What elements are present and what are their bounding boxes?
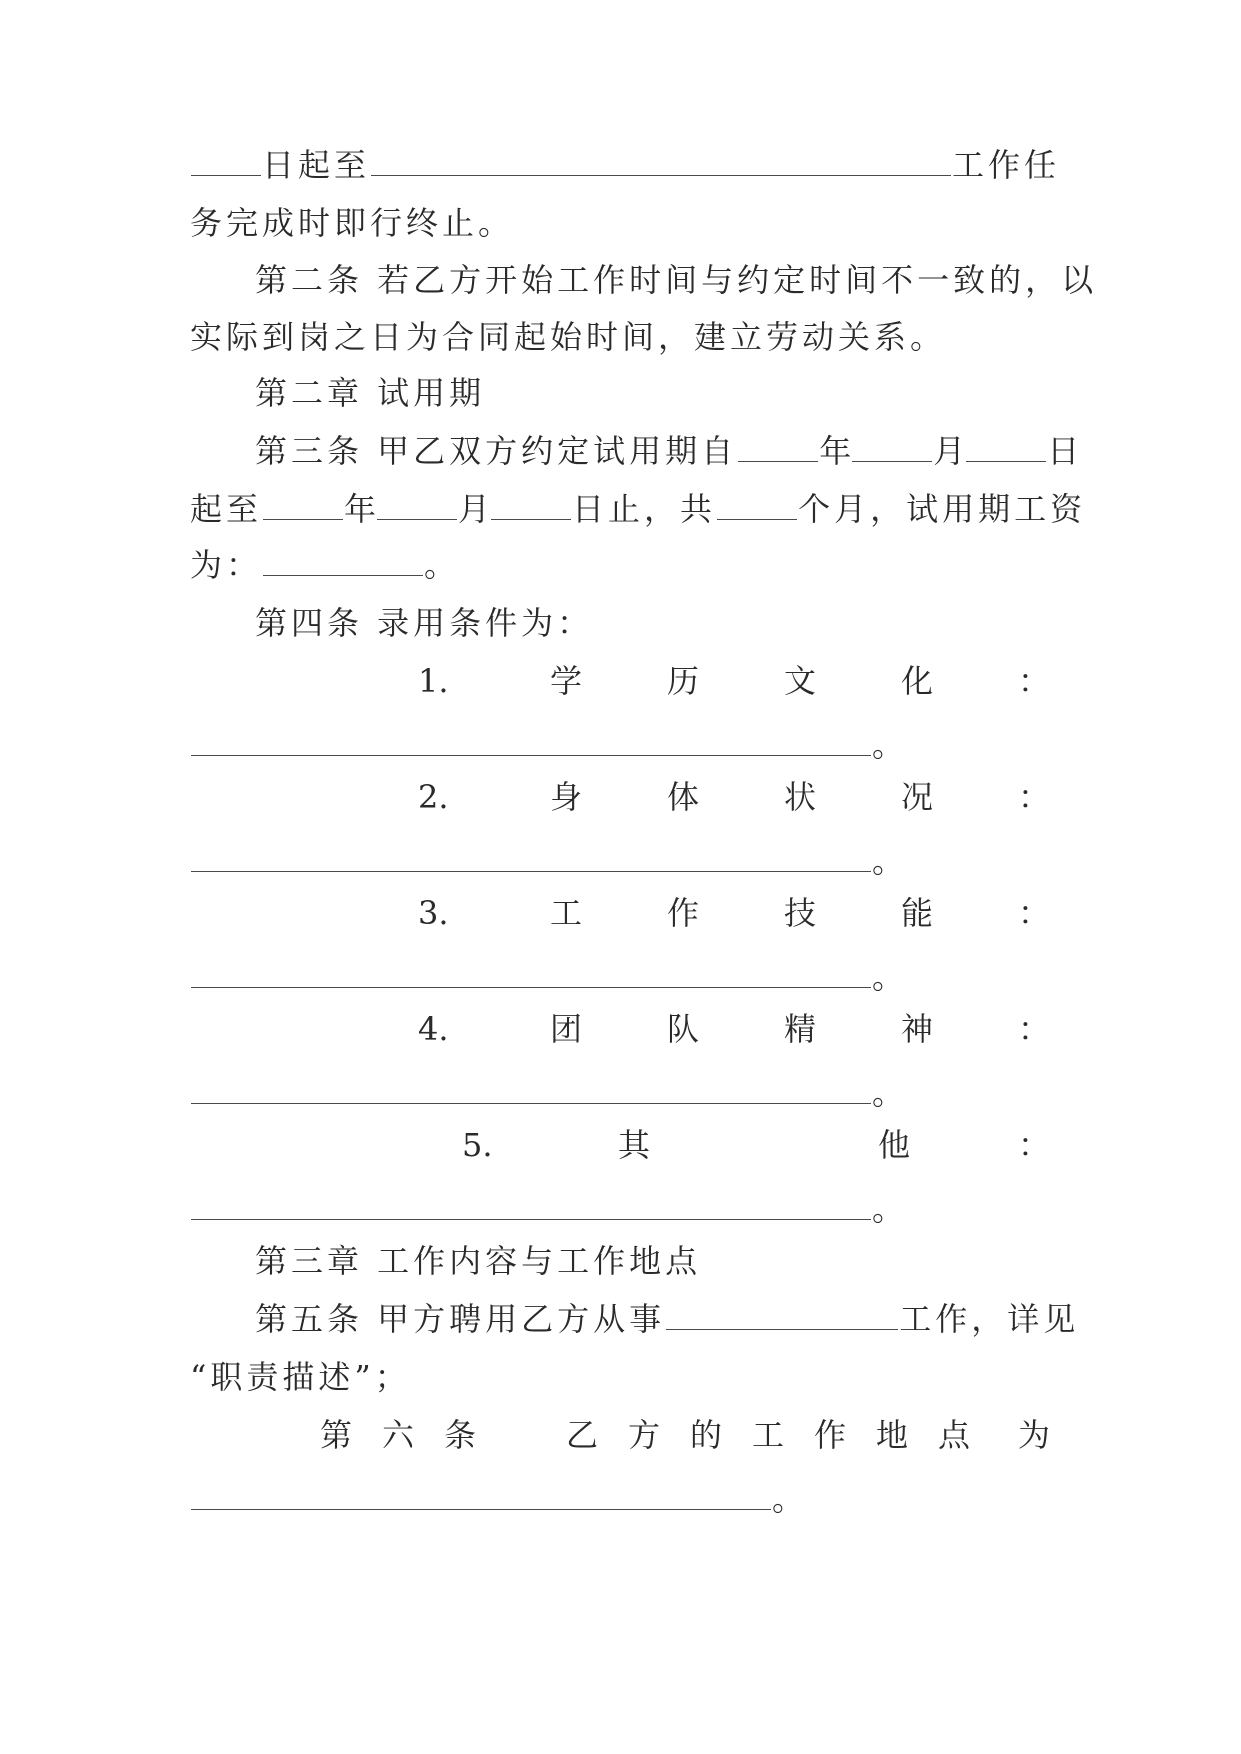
text: “职责描述”； [190, 1358, 411, 1396]
item-number: 2. [418, 778, 449, 816]
blank-field [738, 441, 818, 462]
text: 第二条 若乙方开始工作时间与约定时间不一致的，以 [255, 261, 1098, 299]
text: 务完成时即行终止。 [190, 204, 515, 242]
article-char: 的 [690, 1416, 723, 1454]
text: 。 [424, 546, 457, 584]
item-char: 其 [618, 1126, 651, 1164]
condition-item-3-blank [190, 948, 1050, 1006]
item-number: 1. [418, 662, 449, 700]
text: 。 [872, 1190, 905, 1228]
item-char: 技 [784, 894, 817, 932]
blank-field [191, 967, 871, 988]
line-2 [190, 194, 1050, 252]
text: 第三章 工作内容与工作地点 [255, 1242, 702, 1280]
blank-field [191, 735, 871, 756]
text: 日止，共 [572, 490, 717, 528]
item-colon: ： [1018, 1010, 1051, 1048]
article-5-line-2 [190, 1348, 1050, 1406]
article-char: 地 [876, 1416, 909, 1454]
blank-field [191, 1489, 771, 1510]
item-char: 神 [901, 1010, 934, 1048]
condition-item-5-blank [190, 1180, 1050, 1238]
text: 。 [872, 726, 905, 764]
item-char: 工 [550, 894, 583, 932]
article-5-line-1 [255, 1290, 1115, 1348]
blank-field [852, 441, 932, 462]
blank-field [966, 441, 1046, 462]
item-char: 学 [550, 662, 583, 700]
item-number: 3. [418, 894, 449, 932]
text: 。 [772, 1480, 805, 1518]
condition-item-2 [190, 768, 1050, 826]
item-colon: ： [1018, 1126, 1051, 1164]
item-char: 作 [667, 894, 700, 932]
article-6-line-1 [190, 1406, 1050, 1464]
article-char: 六 [382, 1416, 415, 1454]
article-char: 条 [444, 1416, 477, 1454]
item-char: 精 [784, 1010, 817, 1048]
blank-field [371, 155, 951, 176]
condition-item-1 [190, 652, 1050, 710]
text: 起至 [190, 490, 263, 528]
article-2-line-1 [255, 251, 1115, 309]
text: 日起至 [262, 146, 371, 184]
article-char: 点 [938, 1416, 971, 1454]
item-char: 体 [667, 778, 700, 816]
condition-item-5 [190, 1116, 1050, 1174]
item-colon: ： [1018, 662, 1051, 700]
item-char: 化 [901, 662, 934, 700]
text: 为： [190, 546, 263, 584]
article-char: 方 [628, 1416, 661, 1454]
text: 第五条 甲方聘用乙方从事 [255, 1300, 666, 1338]
item-char: 身 [550, 778, 583, 816]
text: 工作任 [952, 146, 1061, 184]
blank-field [666, 1309, 898, 1330]
text: 年 [819, 432, 852, 470]
article-3-line-1 [255, 422, 1115, 480]
article-6-blank [190, 1470, 1050, 1528]
item-number: 4. [418, 1010, 449, 1048]
article-char: 第 [320, 1416, 353, 1454]
article-3-line-2 [190, 480, 1087, 538]
item-char: 队 [667, 1010, 700, 1048]
item-char: 状 [784, 778, 817, 816]
condition-item-2-blank [190, 832, 1050, 890]
condition-item-4 [190, 1000, 1050, 1058]
text: 年 [344, 490, 377, 528]
condition-item-4-blank [190, 1064, 1050, 1122]
text: 日 [1047, 432, 1080, 470]
item-colon: ： [1018, 894, 1051, 932]
text: 。 [872, 1074, 905, 1112]
item-char: 历 [667, 662, 700, 700]
text: 月 [933, 432, 966, 470]
article-char: 作 [814, 1416, 847, 1454]
item-number: 5. [462, 1126, 493, 1164]
blank-field [191, 1199, 871, 1220]
chapter-2-title [255, 364, 1115, 422]
article-char: 乙 [566, 1416, 599, 1454]
blank-field [263, 499, 343, 520]
blank-field [263, 555, 423, 576]
blank-field [491, 499, 571, 520]
text: 第二章 试用期 [255, 374, 486, 412]
text: 第三条 甲乙双方约定试用期自 [255, 432, 738, 470]
article-char: 为 [1018, 1416, 1051, 1454]
item-char: 能 [901, 894, 934, 932]
item-char: 况 [901, 778, 934, 816]
condition-item-3 [190, 884, 1050, 942]
text: 工作，详见 [899, 1300, 1080, 1338]
text: 个月，试用期工资 [798, 490, 1087, 528]
blank-field [377, 499, 457, 520]
article-3-line-3 [190, 536, 1050, 594]
line-1 [190, 136, 1061, 194]
item-char: 文 [784, 662, 817, 700]
text: 实际到岗之日为合同起始时间，建立劳动关系。 [190, 318, 947, 356]
blank-field [191, 1083, 871, 1104]
item-char: 他 [878, 1126, 911, 1164]
item-char: 团 [550, 1010, 583, 1048]
text: 。 [872, 842, 905, 880]
condition-item-1-blank [190, 716, 1050, 774]
blank-field [191, 155, 261, 176]
text: 。 [872, 958, 905, 996]
text: 月 [458, 490, 491, 528]
text: 第四条 录用条件为： [255, 604, 594, 642]
article-4-title [255, 594, 1115, 652]
article-char: 工 [752, 1416, 785, 1454]
item-colon: ： [1018, 778, 1051, 816]
article-2-line-2 [190, 308, 1050, 366]
blank-field [191, 851, 871, 872]
chapter-3-title [255, 1232, 1115, 1290]
blank-field [717, 499, 797, 520]
